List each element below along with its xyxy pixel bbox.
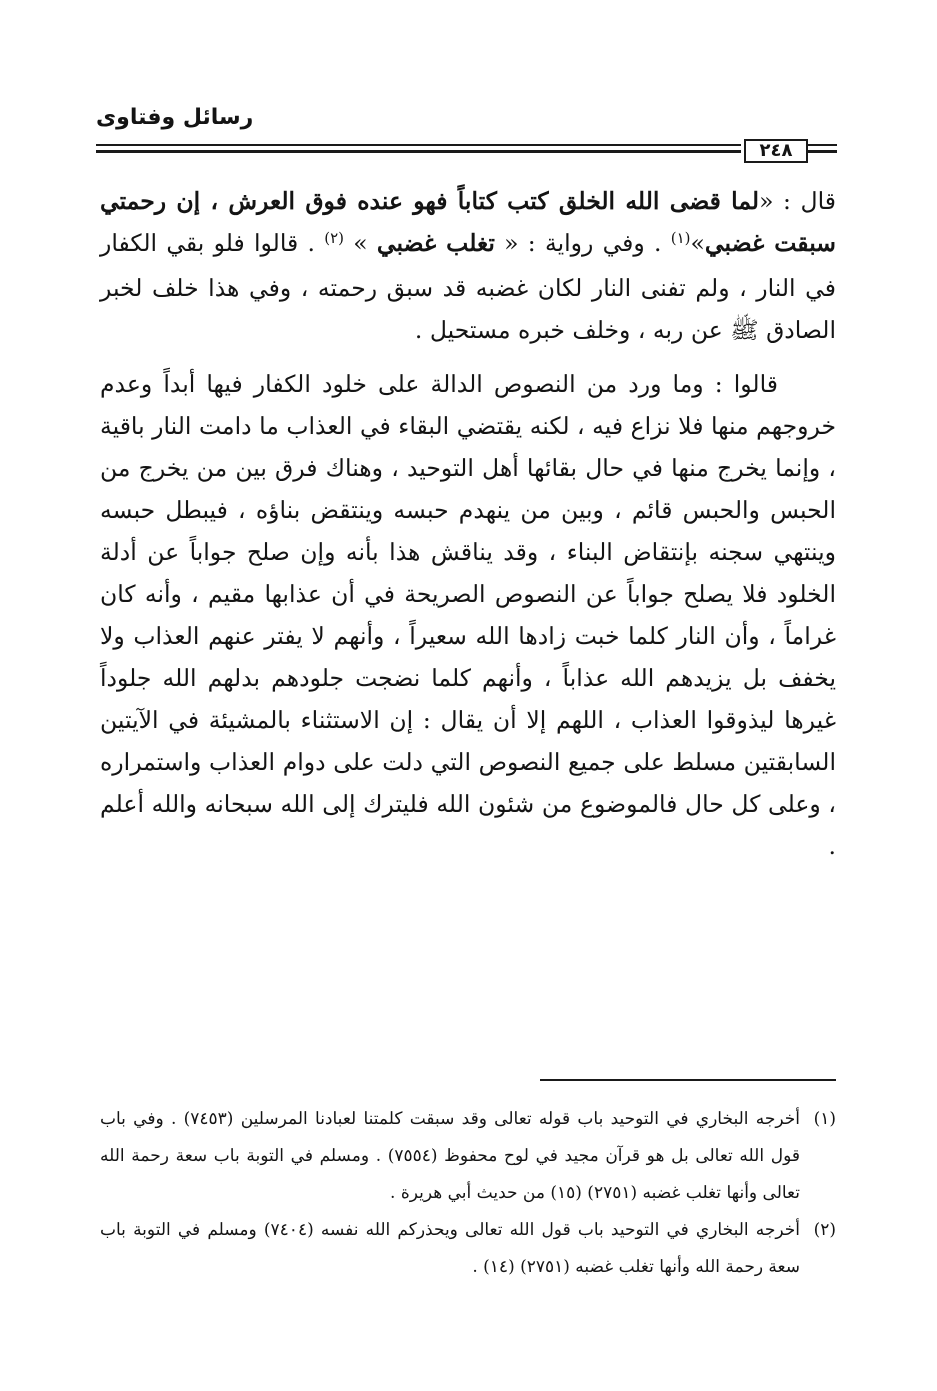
footnote-number: (١) [813, 1109, 836, 1129]
hadith-variant: تغلب غضبي [376, 229, 495, 257]
header-rule [96, 139, 837, 161]
footnote-number: (٢) [813, 1220, 836, 1240]
p1-quote-close-2: » [343, 229, 377, 257]
header-rule-tail-bottom [806, 150, 837, 153]
p1-lead: قال : « [759, 187, 836, 215]
page-number: ٢٤٨ [744, 139, 808, 163]
p1-tail: . قالوا فلو بقي الكفار في النار ، ولم تفنى النار لكان غضبه قد سبق رحمته ، وفي هذا خلف لخبر الصادق ﷺ عن ربه ، وخلف خبره مستحيل . [100, 229, 836, 344]
p1-quote-close: » [690, 229, 705, 257]
hadith-quote: لما قضى الله الخلق كتب كتاباً فهو عنده فوق العرش ، إن رحمتي سبقت غضبي [100, 187, 836, 257]
footnote-ref-1: (١) [670, 229, 691, 247]
footnote-text: أخرجه البخاري في التوحيد باب قوله تعالى وقد سبقت كلمتنا لعبادنا المرسلين (٧٤٥٣) . وفي باب قول الله تعالى بل هو قرآن مجيد في لوح محفوظ (٧٥٥٤) . ومسلم في التوبة باب سعة رحمة الله تعالى وأنها تغلب غضبه (٢٧٥١) (١٥) من حديث أبي هريرة . [100, 1109, 800, 1203]
body-text [100, 180, 836, 867]
footnote-1 [100, 1101, 836, 1212]
paragraph-1 [100, 180, 836, 351]
footnote-text: أخرجه البخاري في التوحيد باب قول الله تعالى ويحذركم الله نفسه (٧٤٠٤) ومسلم في التوبة باب سعة رحمة الله وأنها تغلب غضبه (٢٧٥١) (١٤) . [100, 1220, 800, 1277]
footnote-separator [540, 1079, 836, 1081]
p1-mid: . وفي رواية : « [494, 229, 671, 257]
footnotes [100, 1101, 836, 1286]
footnote-ref-2: (٢) [324, 229, 344, 247]
header-rule-line-bottom [96, 150, 741, 153]
footnote-2 [100, 1212, 836, 1286]
header-rule-tail-top [806, 144, 837, 146]
running-header-title: رسائل وفتاوى [96, 105, 254, 130]
paragraph-2: قالوا : وما ورد من النصوص الدالة على خلود الكفار فيها أبداً وعدم خروجهم منها فلا نزاع فيه ، لكنه يقتضي البقاء في العذاب ما دامت النار باقية ، وإنما يخرج منها في حال بقائها أهل التوحيد ، وهناك فرق بين من يخرج من الحبس والحبس قائم ، وبين من ينهدم حبسه وينتقض بناؤه ، فيبطل حبسه وينتهي سجنه بإنتقاض البناء ، وقد يناقش هذا بأنه وإن صلح جواباً عن أدلة الخلود فلا يصلح جواباً عن النصوص الصريحة في أن عذابها مقيم ، وأنه كان غراماً ، وأن النار كلما خبت زادها الله سعيراً ، وأنهم لا يفتر عنهم العذاب ولا يخفف بل يزيدهم الله عذاباً ، وأنهم كلما نضجت جلودهم بدلهم الله جلوداً غيرها ليذوقوا العذاب ، اللهم إلا أن يقال : إن الاستثناء بالمشيئة في الآيتين السابقتين مسلط على جميع النصوص التي دلت على دوام العذاب واستمراره ، وعلى كل حال فالموضوع من شئون الله فليترك إلى الله سبحانه والله أعلم . [100, 370, 836, 860]
header-rule-line-top [96, 144, 741, 146]
